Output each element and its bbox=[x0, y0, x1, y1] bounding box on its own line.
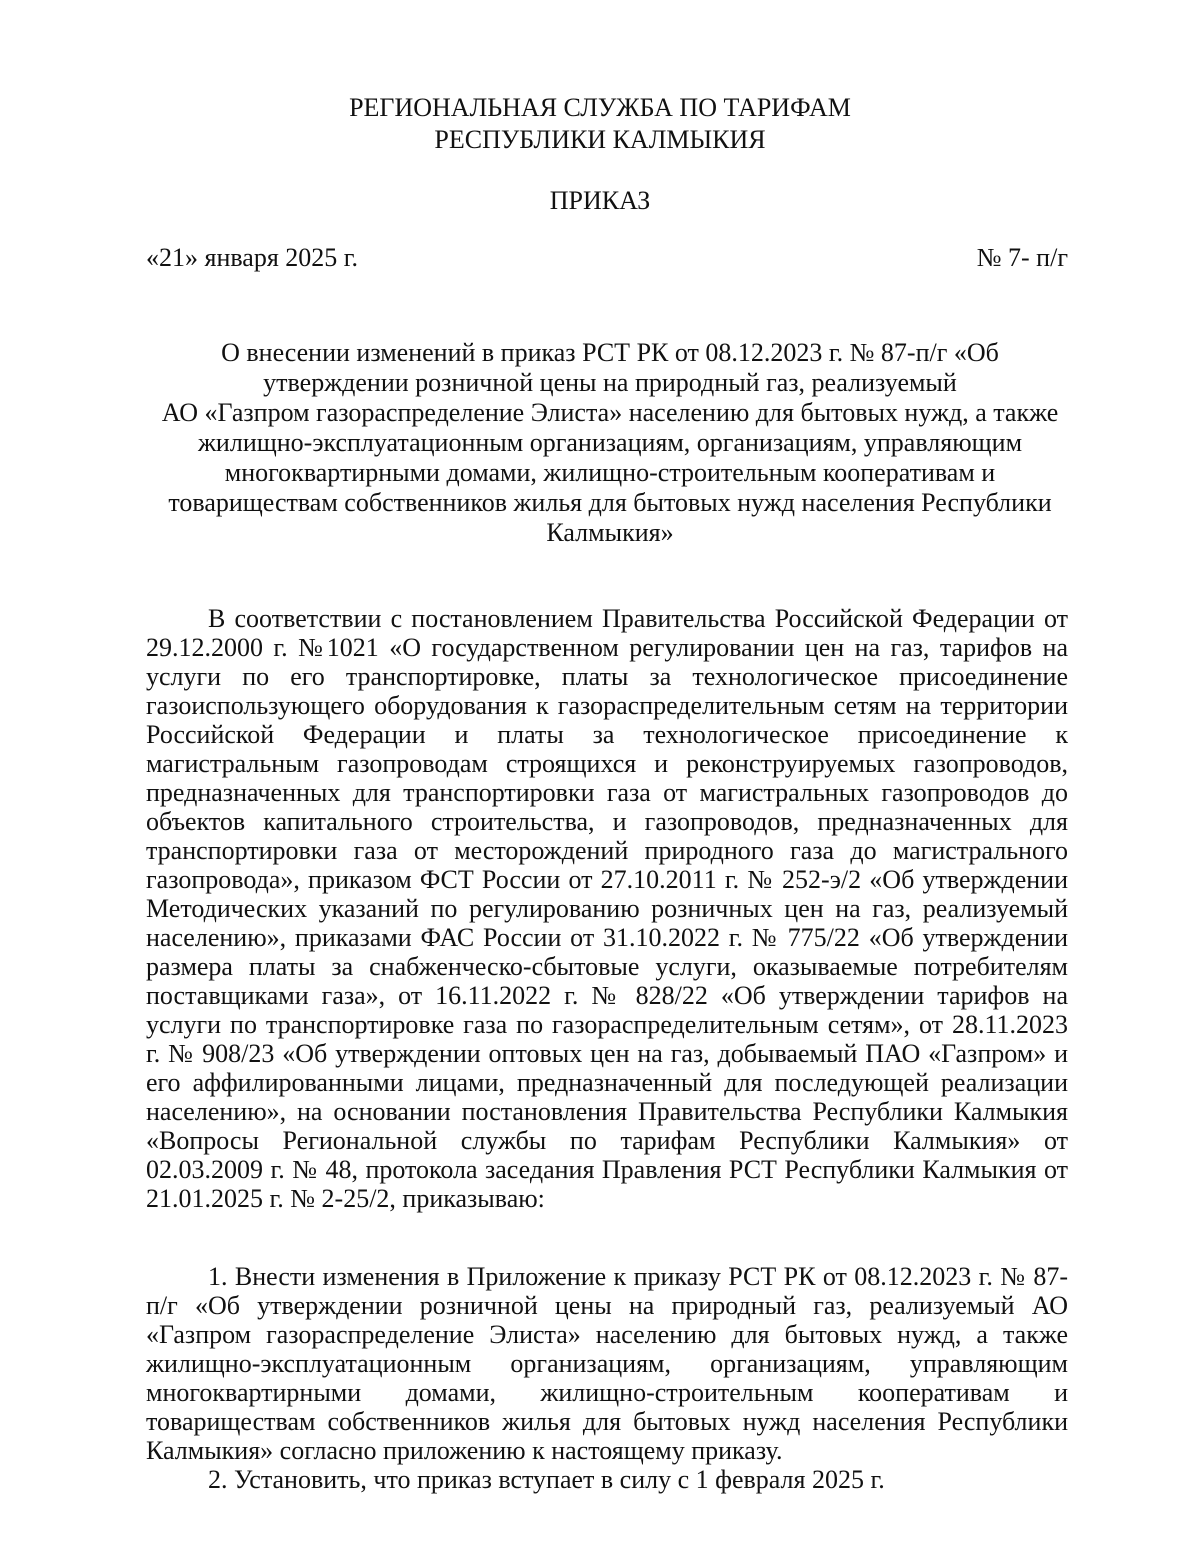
order-item-2: 2. Установить, что приказ вступает в силу с 1 февраля 2025 г. bbox=[208, 1465, 885, 1494]
subject-line: О внесении изменений в приказ РСТ РК от 08.12.2023 г. № 87-п/г «Об bbox=[221, 338, 999, 367]
document-type: ПРИКАЗ bbox=[549, 186, 651, 215]
document-date: «21» января 2025 г. bbox=[146, 243, 359, 272]
document-number: № 7- п/г bbox=[976, 243, 1068, 272]
authority-line-1: РЕГИОНАЛЬНАЯ СЛУЖБА ПО ТАРИФАМ bbox=[349, 93, 851, 122]
subject-line: жилищно-эксплуатационным организациям, организациям, управляющим bbox=[197, 428, 1023, 457]
document-subject bbox=[150, 338, 1070, 548]
subject-line: АО «Газпром газораспределение Элиста» населению для бытовых нужд, а также bbox=[161, 398, 1059, 427]
preamble-paragraph: В соответствии с постановлением Правительства Российской Федерации от 29.12.2000 г. №1021 «О государственном регулировании цен на газ, тарифов на услуги по его транспортировке, платы за технологическое присоединение газоиспользующего оборудования к газораспределительным сетям на территории Российской Федерации и платы за технологическое присоединение к магистральным газопроводам строящихся и реконструируемых газопроводов, предназначенных для транспортировки газа от магистральных газопроводов до объектов капитального строительства, и газопроводов, предназначенных для транспортировки газа от месторождений природного газа до магистрального газопровода», приказом ФСТ России от 27.10.2011 г. № 252-э/2 «Об утверждении Методических указаний по регулированию розничных цен на газ, реализуемый населению», приказами ФАС России от 31.10.2022 г. № 775/22 «Об утверждении размера платы за снабженческо-сбытовые услуги, оказываемые потребителям поставщиками газа», от 16.11.2022 г. № 828/22 «Об утверждении тарифов на услуги по транспортировке газа по газораспределительным сетям», от 28.11.2023 г. № 908/23 «Об утверждении оптовых цен на газ, добываемый ПАО «Газпром» и его аффилированными лицами, предназначенный для последующей реализации населению», на основании постановления Правительства Республики Калмыкия «Вопросы Региональной службы по тарифам Республики Калмыкия» от 02.03.2009 г. № 48, протокола заседания Правления РСТ Республики Калмыкия от 21.01.2025 г. № 2-25/2, приказываю: bbox=[146, 604, 1068, 1213]
authority-line-2: РЕСПУБЛИКИ КАЛМЫКИЯ bbox=[434, 125, 766, 154]
subject-line: товариществам собственников жилья для бытовых нужд населения Республики bbox=[168, 488, 1052, 517]
subject-line: Калмыкия» bbox=[546, 518, 674, 547]
subject-line: утверждении розничной цены на природный газ, реализуемый bbox=[263, 368, 957, 397]
order-item-1: 1. Внести изменения в Приложение к приказу РСТ РК от 08.12.2023 г. № 87-п/г «Об утверждении розничной цены на природный газ, реализуемый АО «Газпром газораспределение Элиста» населению для бытовых нужд, а также жилищно-эксплуатационным организациям, организациям, управляющим многоквартирными домами, жилищно-строительным кооперативам и товариществам собственников жилья для бытовых нужд населения Республики Калмыкия» согласно приложению к настоящему приказу. bbox=[146, 1262, 1068, 1465]
subject-line: многоквартирными домами, жилищно-строительным кооперативам и bbox=[224, 458, 996, 487]
issuing-authority bbox=[0, 92, 1200, 156]
